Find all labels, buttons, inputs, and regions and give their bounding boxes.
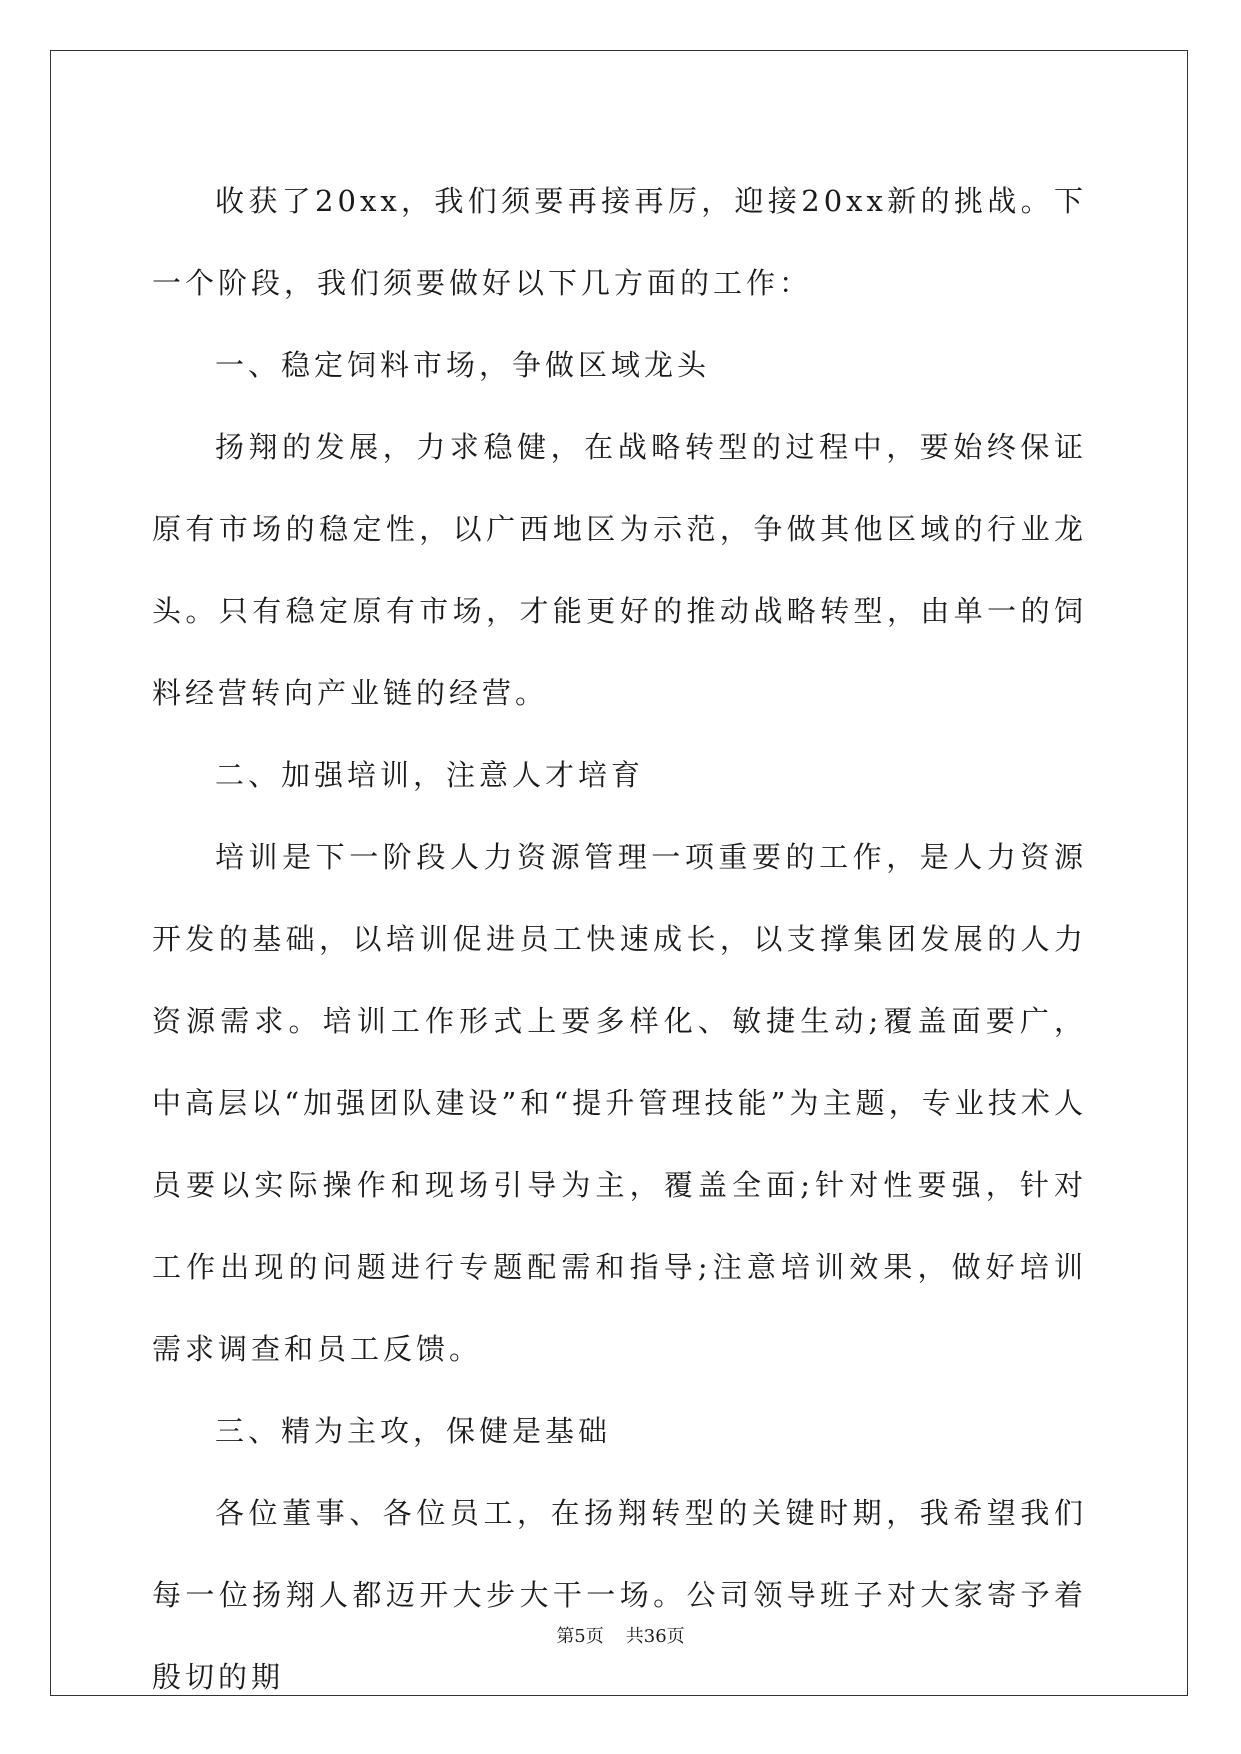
page-number: 第5页 bbox=[556, 1626, 604, 1647]
section-heading-3: 三、精为主攻，保健是基础 bbox=[215, 1414, 612, 1448]
paragraph-section-2: 培训是下一阶段人力资源管理一项重要的工作，是人力资源开发的基础，以培训促进员工快速成长，以支撑集团发展的人力资源需求。培训工作形式上要多样化、敏捷生动;覆盖面要广，中高层以“加强团队建设”和“提升管理技能”为主题，专业技术人员要以实际操作和现场引导为主，覆盖全面;针对性要强，针对工作出现的问题进行专题配需和指导;注意培训效果，做好培训需求调查和员工反馈。 bbox=[152, 840, 1087, 1366]
page-total: 共36页 bbox=[625, 1626, 685, 1647]
section-heading-2: 二、加强培训，注意人才培育 bbox=[215, 758, 645, 792]
paragraph-section-3: 各位董事、各位员工，在扬翔转型的关键时期，我希望我们每一位扬翔人都迈开大步大干一场。公司领导班子对大家寄予着殷切的期 bbox=[152, 1496, 1087, 1694]
paragraph-intro: 收获了20xx，我们须要再接再厉，迎接20xx新的挑战。下一个阶段，我们须要做好以下几方面的工作： bbox=[152, 184, 1087, 300]
paragraph-section-1: 扬翔的发展，力求稳健，在战略转型的过程中，要始终保证原有市场的稳定性，以广西地区为示范，争做其他区域的行业龙头。只有稳定原有市场，才能更好的推动战略转型，由单一的饲料经营转向产业链的经营。 bbox=[152, 430, 1087, 710]
page-footer bbox=[0, 1622, 1241, 1648]
section-heading-1: 一、稳定饲料市场，争做区域龙头 bbox=[215, 348, 711, 382]
document-body bbox=[152, 160, 1087, 1718]
